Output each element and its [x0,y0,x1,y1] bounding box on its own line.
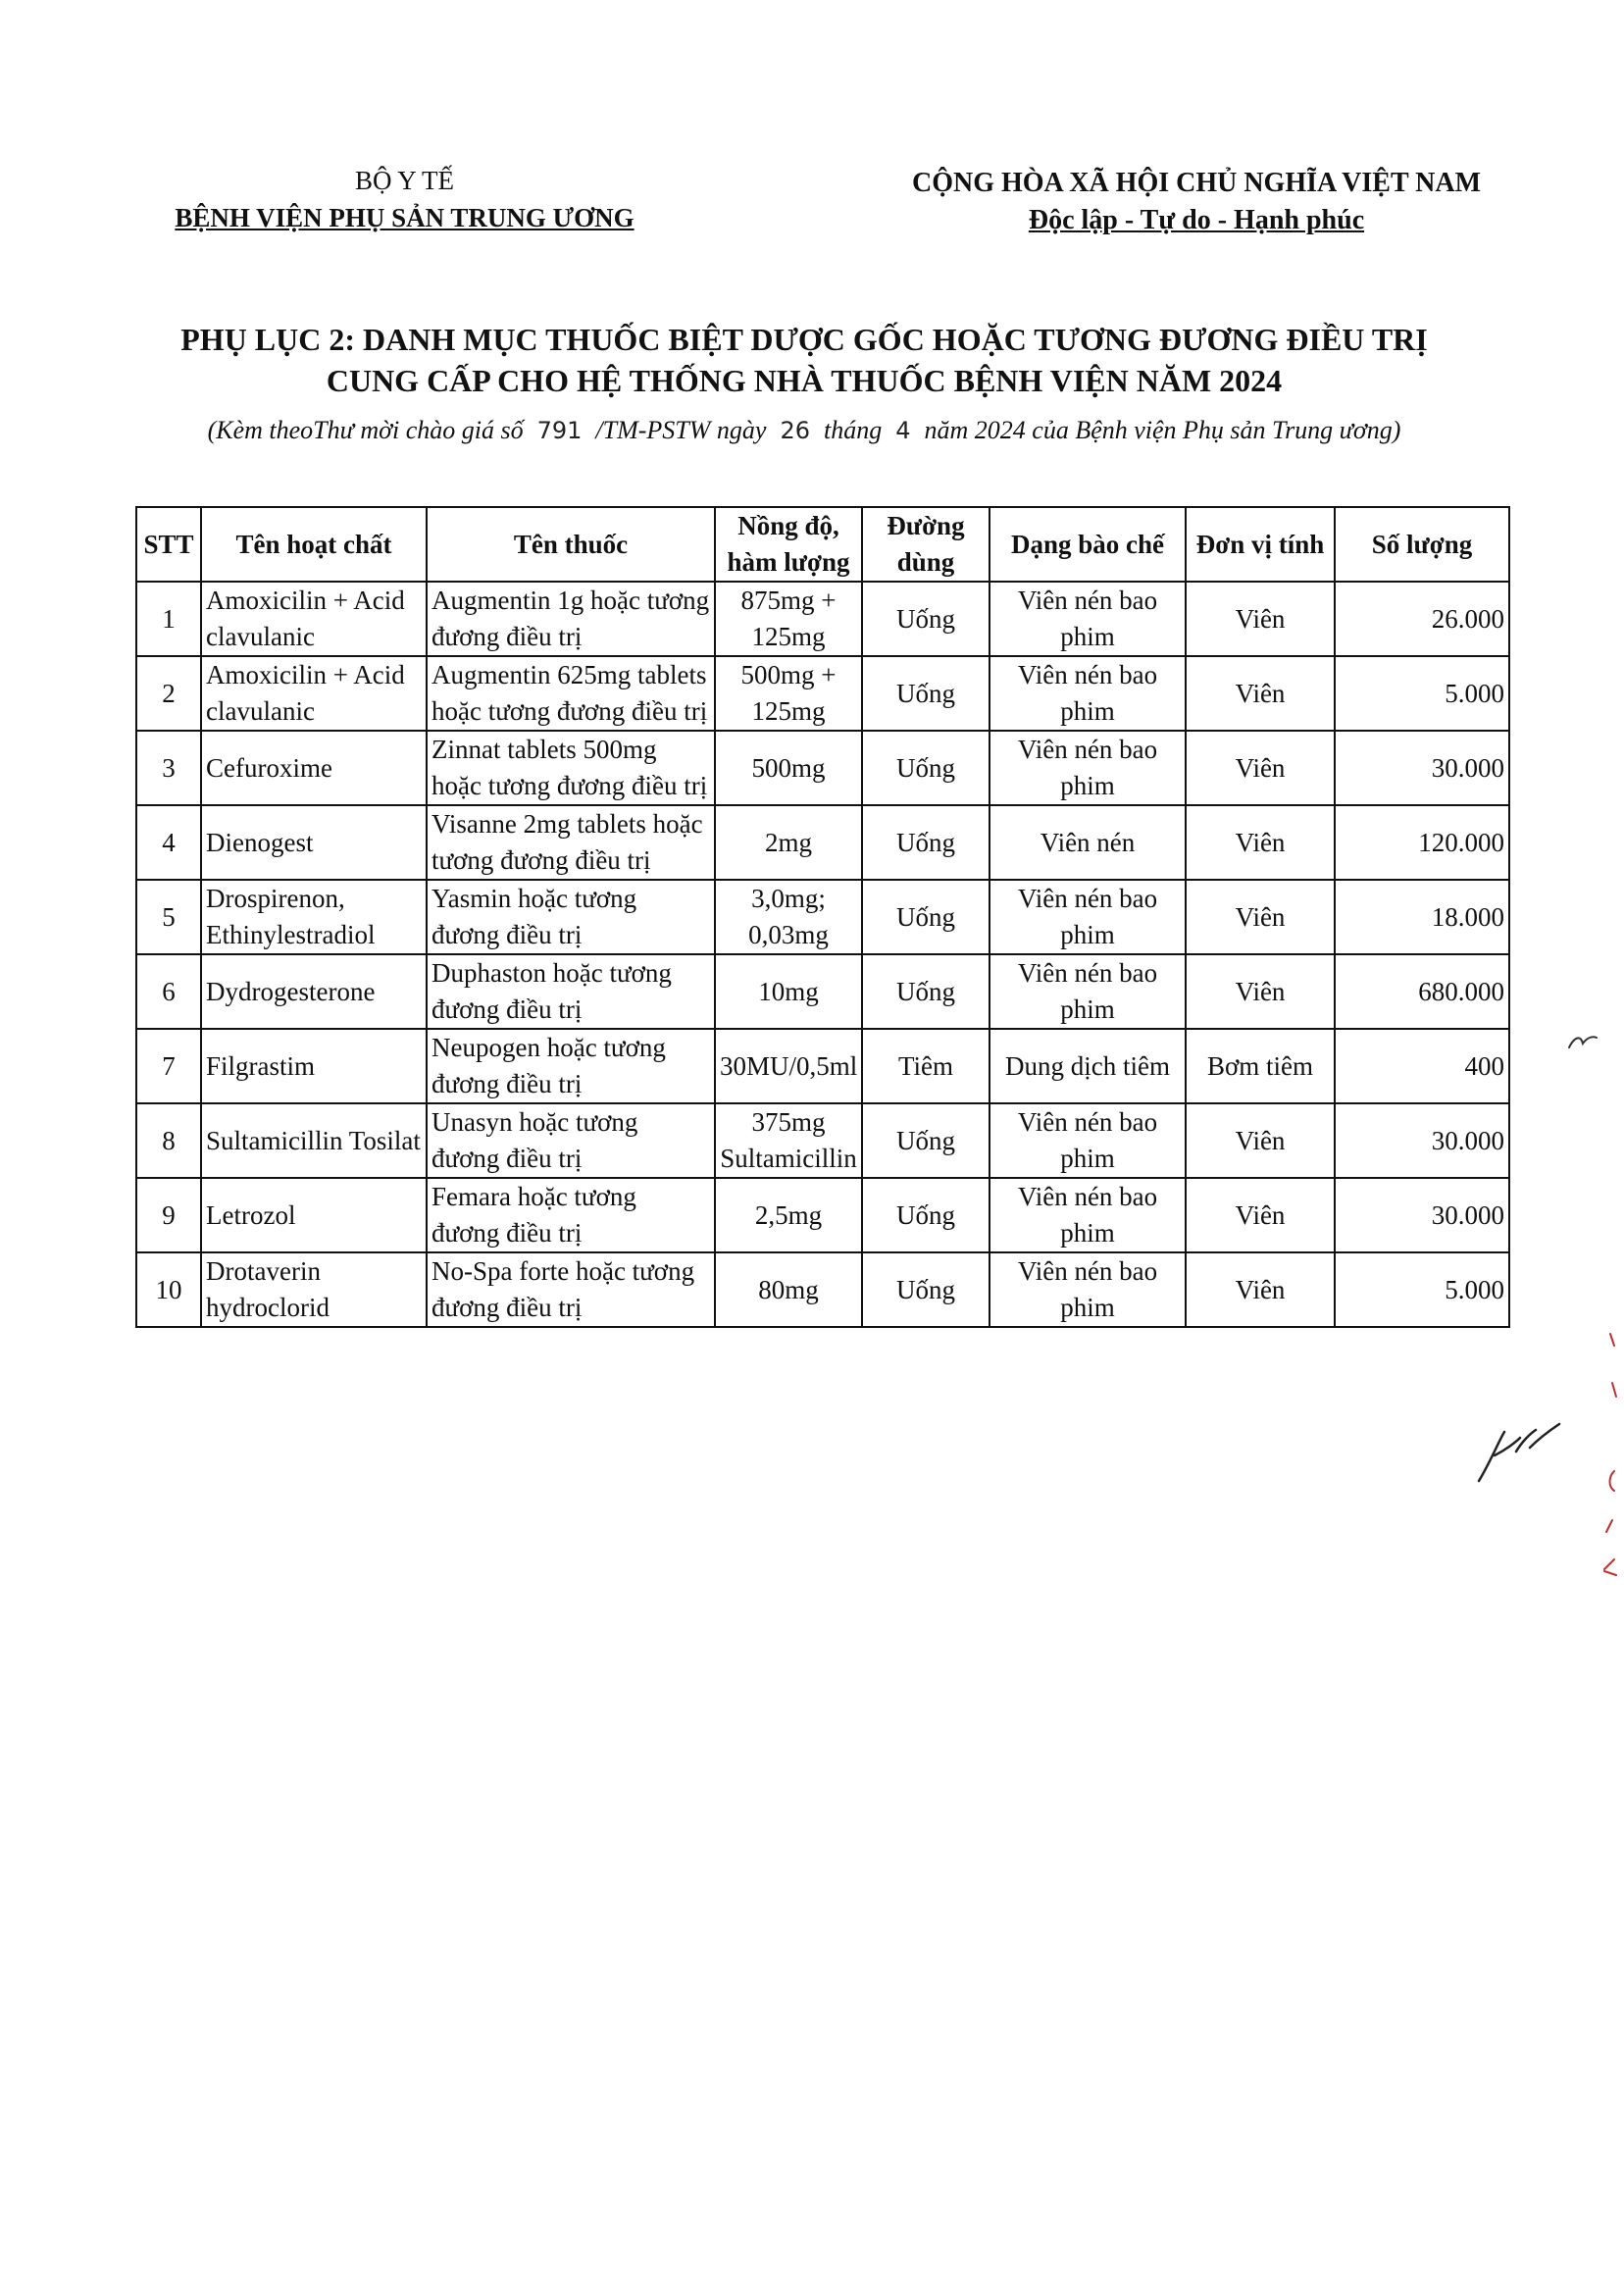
cell-route: Uống [862,954,990,1029]
cell-stt: 8 [136,1103,201,1178]
cell-strength: 875mg + 125mg [715,582,862,656]
cell-route: Uống [862,1103,990,1178]
cell-drug-name: Yasmin hoặc tương đương điều trị [427,880,715,954]
handwritten-number: 791 [536,417,583,444]
cell-quantity: 18.000 [1335,880,1509,954]
cell-drug-name: Duphaston hoặc tương đương điều trị [427,954,715,1029]
cell-strength: 500mg [715,731,862,805]
cell-ingredient: Drospirenon, Ethinylestradiol [201,880,427,954]
table-row [136,1178,1509,1252]
cell-ingredient: Drotaverin hydroclorid [201,1252,427,1327]
cell-route: Tiêm [862,1029,990,1103]
cell-strength: 3,0mg; 0,03mg [715,880,862,954]
cell-unit: Viên [1186,880,1335,954]
cell-drug-name: No-Spa forte hoặc tương đương điều trị [427,1252,715,1327]
cell-unit: Viên [1186,656,1335,731]
cell-unit: Viên [1186,805,1335,880]
cell-route: Uống [862,880,990,954]
cell-route: Uống [862,731,990,805]
hospital-name: BỆNH VIỆN PHỤ SẢN TRUNG ƯƠNG [175,203,634,232]
cell-ingredient: Dienogest [201,805,427,880]
cell-ingredient: Sultamicillin Tosilat [201,1103,427,1178]
cell-form: Viên nén bao phim [990,731,1186,805]
cell-route: Uống [862,1178,990,1252]
cell-drug-name: Unasyn hoặc tương đương điều trị [427,1103,715,1178]
cell-unit: Viên [1186,1252,1335,1327]
cell-form: Viên nén bao phim [990,880,1186,954]
header-right [863,165,1530,239]
cell-quantity: 680.000 [1335,954,1509,1029]
subtitle-mid-1: /TM-PSTW ngày [595,416,767,444]
cell-stt: 5 [136,880,201,954]
table-row [136,582,1509,656]
motto: Độc lập - Tự do - Hạnh phúc [1028,205,1365,235]
cell-quantity: 30.000 [1335,731,1509,805]
cell-ingredient: Amoxicilin + Acid clavulanic [201,656,427,731]
cell-stt: 3 [136,731,201,805]
cell-stt: 7 [136,1029,201,1103]
cell-route: Uống [862,656,990,731]
header-stt: STT [136,507,201,582]
cell-drug-name: Femara hoặc tương đương điều trị [427,1178,715,1252]
cell-quantity: 5.000 [1335,656,1509,731]
cell-ingredient: Letrozol [201,1178,427,1252]
cell-quantity: 400 [1335,1029,1509,1103]
cell-quantity: 30.000 [1335,1103,1509,1178]
table-row [136,731,1509,805]
cell-unit: Viên [1186,1178,1335,1252]
cell-quantity: 26.000 [1335,582,1509,656]
table-row [136,880,1509,954]
title-line-2: CUNG CẤP CHO HỆ THỐNG NHÀ THUỐC BỆNH VIỆN NĂM 2024 [326,363,1283,398]
cell-form: Viên nén bao phim [990,954,1186,1029]
cell-strength: 2,5mg [715,1178,862,1252]
header-quantity: Số lượng [1335,507,1509,582]
cell-drug-name: Augmentin 625mg tablets hoặc tương đương điều trị [427,656,715,731]
cell-stt: 9 [136,1178,201,1252]
cell-form: Viên nén [990,805,1186,880]
ministry-name: BỘ Y TẾ [355,166,454,195]
cell-drug-name: Neupogen hoặc tương đương điều trị [427,1029,715,1103]
title-line-1: PHỤ LỤC 2: DANH MỤC THUỐC BIỆT DƯỢC GỐC HOẶC TƯƠNG ĐƯƠNG ĐIỀU TRỊ [180,322,1428,357]
cell-quantity: 30.000 [1335,1178,1509,1252]
cell-form: Viên nén bao phim [990,1103,1186,1178]
cell-ingredient: Cefuroxime [201,731,427,805]
header-form: Dạng bào chế [990,507,1186,582]
cell-drug-name: Visanne 2mg tablets hoặc tương đương điều trị [427,805,715,880]
cell-strength: 500mg + 125mg [715,656,862,731]
cell-ingredient: Amoxicilin + Acid clavulanic [201,582,427,656]
country-name: CỘNG HÒA XÃ HỘI CHỦ NGHĨA VIỆT NAM [911,168,1482,198]
cell-strength: 375mg Sultamicillin [715,1103,862,1178]
cell-stt: 4 [136,805,201,880]
document-subtitle [59,416,1549,445]
signature-initials [1461,1412,1569,1491]
header-ingredient: Tên hoạt chất [201,507,427,582]
cell-quantity: 120.000 [1335,805,1509,880]
cell-drug-name: Augmentin 1g hoặc tương đương điều trị [427,582,715,656]
cell-form: Dung dịch tiêm [990,1029,1186,1103]
table-row [136,1103,1509,1178]
cell-strength: 10mg [715,954,862,1029]
cell-strength: 80mg [715,1252,862,1327]
header-unit: Đơn vị tính [1186,507,1335,582]
drug-table [135,506,1510,1328]
cell-drug-name: Zinnat tablets 500mg hoặc tương đương điều trị [427,731,715,805]
cell-route: Uống [862,582,990,656]
handwritten-month: 4 [895,417,911,444]
subtitle-mid-2: tháng [823,416,883,444]
cell-form: Viên nén bao phim [990,656,1186,731]
cell-form: Viên nén bao phim [990,1178,1186,1252]
cell-strength: 2mg [715,805,862,880]
cell-stt: 2 [136,656,201,731]
cell-stt: 1 [136,582,201,656]
table-row [136,954,1509,1029]
cell-route: Uống [862,805,990,880]
table-row [136,656,1509,731]
header-strength: Nồng độ, hàm lượng [715,507,862,582]
cell-form: Viên nén bao phim [990,582,1186,656]
cell-unit: Bơm tiêm [1186,1029,1335,1103]
cell-stt: 6 [136,954,201,1029]
table-row [136,805,1509,880]
document-title [59,319,1549,401]
table-row [136,1029,1509,1103]
cell-unit: Viên [1186,954,1335,1029]
cell-unit: Viên [1186,1103,1335,1178]
cell-ingredient: Filgrastim [201,1029,427,1103]
margin-stamp-fragment [1597,1324,1622,1579]
cell-ingredient: Dydrogesterone [201,954,427,1029]
cell-strength: 30MU/0,5ml [715,1029,862,1103]
cell-route: Uống [862,1252,990,1327]
header-left [118,162,691,236]
cell-unit: Viên [1186,731,1335,805]
cell-quantity: 5.000 [1335,1252,1509,1327]
header-drug-name: Tên thuốc [427,507,715,582]
cell-stt: 10 [136,1252,201,1327]
table-row [136,1252,1509,1327]
cell-unit: Viên [1186,582,1335,656]
table-header-row [136,507,1509,582]
handwritten-day: 26 [780,417,810,444]
cell-form: Viên nén bao phim [990,1252,1186,1327]
margin-mark [1565,1030,1600,1053]
subtitle-suffix: năm 2024 của Bệnh viện Phụ sản Trung ương) [924,416,1401,444]
header-route: Đường dùng [862,507,990,582]
subtitle-prefix: (Kèm theoThư mời chào giá số [207,416,524,444]
